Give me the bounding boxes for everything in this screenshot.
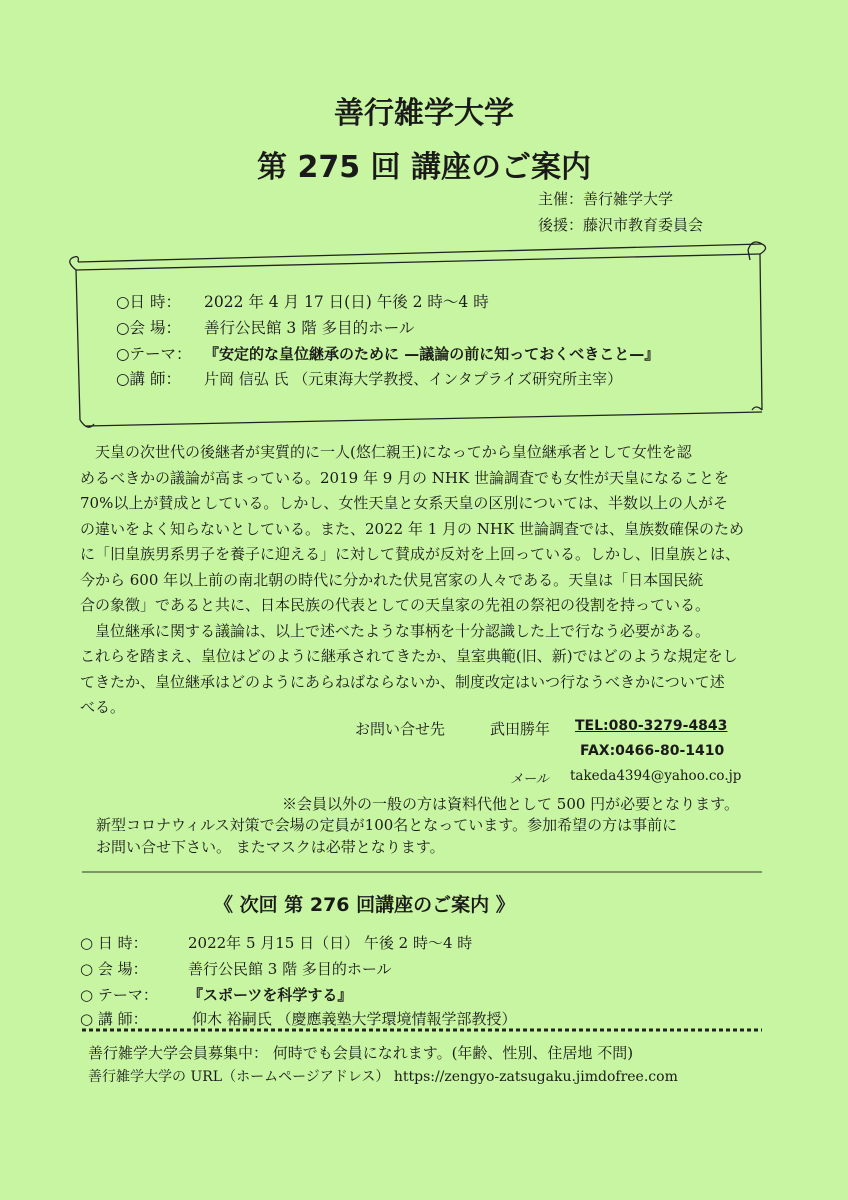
covid-note-2: お問い合せ下さい。 またマスクは必帯となります。 bbox=[96, 838, 445, 856]
body-line: 皇位継承に関する議論は、以上で述べたような事柄を十分認識した上で行なう必要がある。 bbox=[80, 621, 711, 640]
org-title: 善行雑学大学 bbox=[334, 96, 514, 131]
theme-row bbox=[116, 342, 659, 364]
body-text bbox=[80, 440, 744, 721]
body-line: 天皇の次世代の後継者が実質的に一人(悠仁親王)になってから皇位継承者として女性を認 bbox=[80, 443, 692, 461]
speaker-label: ○講 師： bbox=[116, 370, 181, 388]
body-line: これらを踏まえ、皇位はどのように継承されてきたか、皇室典範(旧、新)ではどのような規定をし bbox=[80, 647, 738, 665]
theme-label: ○テーマ： bbox=[116, 345, 192, 363]
speaker-row bbox=[116, 367, 622, 389]
body-line: の違いをよく知らないとしている。また、2022 年 1 月の NHK 世論調査では、皇族数確保のため bbox=[80, 519, 744, 538]
url-text: 善行雑学大学の URL（ホームページアドレス） https://zengyo-zatsugaku.jimdofree.com bbox=[88, 1069, 678, 1085]
venue-label: ○会 場： bbox=[116, 319, 181, 337]
next-venue-value: 善行公民館 3 階 多目的ホール bbox=[188, 960, 392, 978]
body-line: めるべきかの議論が高まっている。2019 年 9 月の NHK 世論調査でも女性が天皇になることを bbox=[80, 468, 729, 487]
contact-tel: TEL:080-3279-4843 bbox=[575, 718, 728, 734]
recruit-text: 善行雑学大学会員募集中： 何時でも会員になれます。(年齢、性別、住居地 不問) bbox=[88, 1044, 634, 1062]
next-theme-label: ○ テーマ： bbox=[80, 986, 158, 1004]
next-theme-value: 『スポーツを科学する』 bbox=[188, 986, 353, 1004]
venue-value: 善行公民館 3 階 多目的ホール bbox=[204, 319, 415, 337]
contact-mail-label: メール bbox=[510, 772, 549, 787]
organizer: 主催：善行雑学大学 bbox=[538, 190, 674, 208]
next-speaker-value: 仰木 裕嗣氏 （慶應義塾大学環境情報学部教授） bbox=[192, 1010, 517, 1028]
theme-value: 『安定的な皇位継承のために —議論の前に知っておくべきこと—』 bbox=[204, 345, 660, 363]
date-label: ○日 時： bbox=[116, 293, 181, 311]
next-speaker-label: ○ 講 師： bbox=[80, 1010, 148, 1028]
next-venue-label: ○ 会 場： bbox=[80, 960, 148, 978]
covid-note-1: 新型コロナウィルス対策で会場の定員が100名となっています。参加希望の方は事前に bbox=[96, 816, 678, 834]
next-theme-row bbox=[80, 984, 352, 1005]
date-row bbox=[116, 290, 489, 312]
fee-note: ※会員以外の一般の方は資料代他として 500 円が必要となります。 bbox=[282, 795, 739, 813]
next-venue-row bbox=[80, 958, 392, 979]
speaker-value: 片岡 信弘 氏 （元東海大学教授、インタプライズ研究所主宰） bbox=[204, 370, 623, 388]
contact-fax: FAX:0466-80-1410 bbox=[580, 743, 725, 759]
body-line: てきたか、皇位継承はどのようにあらねばならないか、制度改定はいつ行なうべきかについて述 bbox=[80, 672, 725, 691]
lecture-title: 第 275 回 講座のご案内 bbox=[257, 150, 591, 185]
body-line: 70%以上が賛成としている。しかし、女性天皇と女系天皇の区別については、半数以上の人がそ bbox=[80, 494, 729, 512]
body-line: べる。 bbox=[80, 698, 126, 716]
contact-name: 武田勝年 bbox=[490, 720, 551, 738]
sponsor: 後援：藤沢市教育委員会 bbox=[538, 216, 704, 234]
contact-mail: takeda4394@yahoo.co.jp bbox=[570, 768, 742, 784]
body-line: 合の象徴」であると共に、日本民族の代表としての天皇家の先祖の祭祀の役割を持っている。 bbox=[80, 596, 711, 614]
body-line: 今から 600 年以上前の南北朝の時代に分かれた伏見宮家の人々である。天皇は「日本国民統 bbox=[80, 570, 704, 589]
next-date-row bbox=[80, 932, 472, 953]
date-value: 2022 年 4 月 17 日(日) 午後 2 時～4 時 bbox=[204, 293, 489, 311]
body-line: に「旧皇族男系男子を養子に迎える」に対して賛成が反対を上回っている。しかし、旧皇族とは、 bbox=[80, 545, 741, 563]
next-speaker-row bbox=[80, 1008, 517, 1029]
next-date-value: 2022年 5 月15 日（日） 午後 2 時～4 時 bbox=[188, 934, 473, 952]
venue-row bbox=[116, 316, 414, 338]
next-date-label: ○ 日 時： bbox=[80, 934, 148, 952]
next-heading: 《 次回 第 276 回講座のご案内 》 bbox=[214, 894, 515, 916]
contact-label: お問い合せ先 bbox=[355, 720, 446, 738]
